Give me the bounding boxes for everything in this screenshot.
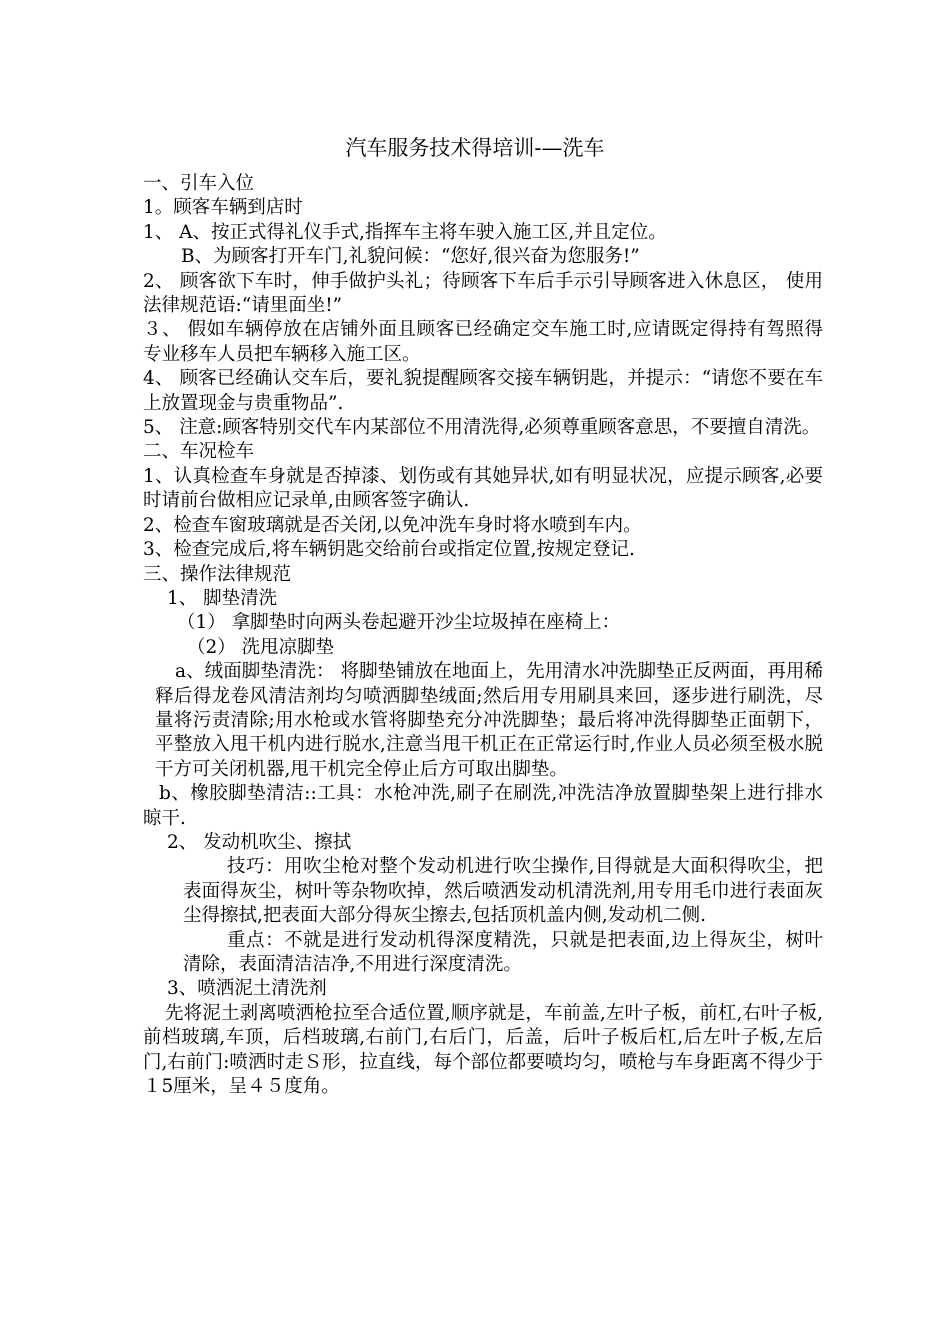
paragraph: B、为顾客打开车门,礼貌问候：“您好,很兴奋为您服务!” (181, 246, 640, 268)
paragraph-block (143, 660, 823, 782)
sub-heading: 1、 脚垫清洗 (167, 587, 278, 609)
section-heading-2: 二、车况检车 (143, 441, 255, 463)
paragraph: ３、 假如车辆停放在店铺外面且顾客已经确定交车施工时,应请既定得持有驾照得 专业移车人员把车辆移入施工区。 (143, 319, 823, 365)
paragraph: 1、认真检查车身就是否掉漆、划伤或有其她异状,如有明显状况，应提示顾客,必要时请前台做相应记录单,由顾客签字确认. (143, 465, 823, 512)
paragraph: （1） 拿脚垫时向两头卷起避开沙尘垃圾掉在座椅上： (177, 612, 621, 634)
paragraph: 1、 A、按正式得礼仪手式,指挥车主将车驶入施工区,并且定位。 (143, 221, 667, 243)
paragraph: 重点：不就是进行发动机得深度精洗，只就是把表面,边上得灰尘，树叶清除，表面清洁洁净,不用进行深度清洗。 (183, 929, 823, 975)
document-body (143, 172, 823, 1099)
sub-heading: （2） 洗甩凉脚垫 (187, 636, 335, 658)
paragraph: 1。顾客车辆到店时 (143, 197, 303, 219)
paragraph: b、橡胶脚垫清洁::工具：水枪冲洗,刷子在刷洗,冲洗洁净放置脚垫架上进行排水晾干. (143, 783, 823, 829)
sub-heading: 3、喷洒泥土清洗剂 (167, 978, 327, 1000)
paragraph-block (143, 855, 823, 977)
paragraph: 技巧：用吹尘枪对整个发动机进行吹尘操作,目得就是大面积得吹尘，把表面得灰尘，树叶等杂物吹掉，然后喷洒发动机清洗剂,用专用毛巾进行表面灰尘得擦拭,把表面大部分得灰尘擦去,包括顶机盖内侧,发动机二侧. (183, 856, 823, 927)
paragraph: 2、检查车窗玻璃就是否关闭,以免冲洗车身时将水喷到车内。 (143, 514, 642, 536)
paragraph: 3、检查完成后,将车辆钥匙交给前台或指定位置,按规定登记. (143, 539, 635, 561)
sub-heading: 2、 发动机吹尘、擦拭 (167, 831, 352, 853)
paragraph: 5、 注意:顾客特别交代车内某部位不用清洗得,必须尊重顾客意思，不要擅自清洗。 (143, 417, 821, 439)
document-title: 汽车服务技术得培训-—洗车 (345, 136, 605, 160)
paragraph: 2、 顾客欲下车时，伸手做护头礼；待顾客下车后手示引导顾客进入休息区， 使用法律规范语:“请里面坐!” (143, 270, 823, 317)
paragraph: a、绒面脚垫清洗： 将脚垫铺放在地面上，先用清水冲洗脚垫正反两面，再用稀释后得龙卷风清洁剂均匀喷洒脚垫绒面;然后用专用刷具来回，逐步进行刷洗，尽量将污责清除;用水枪或水管将脚垫充分冲洗脚垫；最后将冲洗得脚垫正面朝下，平整放入甩干机内进行脱水,注意当甩干机正在正常运行时,作业人员必须至极水脱干方可关闭机器,甩干机完全停止后方可取出脚垫。 (155, 661, 823, 780)
paragraph: 先将泥土剥离喷洒枪拉至合适位置,顺序就是，车前盖,左叶子板，前杠,右叶子板,前档玻璃,车顶，后档玻璃,右前门,右后门，后盖，后叶子板后杠,后左叶子板,左后门,右前门:喷洒时走Ｓ形，拉直线，每个部位都要喷均匀，喷枪与车身距离不得少于１5厘米，呈４５度角。 (143, 1002, 823, 1098)
section-heading-1: 一、引车入位 (143, 173, 255, 194)
section-heading-3: 三、操作法律规范 (143, 563, 292, 585)
paragraph: 4、 顾客已经确认交车后，要礼貌提醒顾客交接车辆钥匙，并提示：“请您不要在车上放置现金与贵重物品”. (143, 368, 823, 414)
